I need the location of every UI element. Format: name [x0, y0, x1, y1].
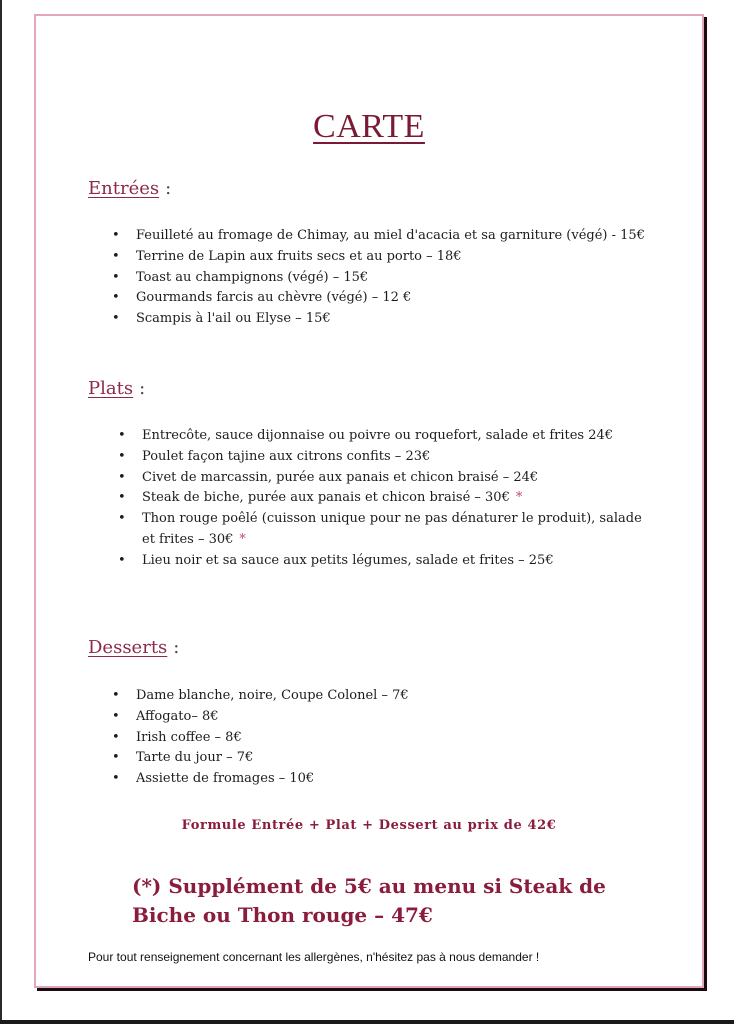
list-item: [118, 509, 658, 551]
list-item: [112, 247, 682, 268]
item-text: Feuilleté au fromage de Chimay, au miel d'acacia et sa garniture (végé) - 15€: [136, 228, 645, 243]
item-text: Steak de biche, purée aux panais et chicon braisé – 30€: [142, 490, 510, 506]
item-text: Poulet façon tajine aux citrons confits – 23€: [142, 448, 431, 464]
section-heading-desserts: [88, 637, 179, 658]
item-text: Dame blanche, noire, Coupe Colonel – 7€: [136, 688, 409, 703]
supplement-note: (*) Supplément de 5€ au menu si Steak de Biche ou Thon rouge – 47€: [132, 874, 606, 927]
heading-colon: :: [173, 637, 180, 658]
list-item: [112, 728, 612, 749]
item-text: Scampis à l'ail ou Elyse – 15€: [136, 311, 331, 327]
title-text: CARTE: [313, 108, 425, 145]
item-text: Civet de marcassin, purée aux panais et chicon braisé – 24€: [142, 469, 539, 485]
item-text: Entrecôte, sauce dijonnaise ou poivre ou roquefort, salade et frites 24€: [142, 428, 614, 443]
window-left-edge: [0, 0, 2, 1024]
list-item: [112, 226, 682, 247]
item-text: Assiette de fromages – 10€: [136, 771, 315, 787]
section-heading-entrees: [88, 178, 171, 199]
list-item: [118, 426, 658, 447]
menu-page: [34, 14, 704, 988]
item-text: Lieu noir et sa sauce aux petits légumes, salade et frites – 25€: [142, 552, 554, 568]
list-item: [112, 686, 612, 707]
asterisk-mark: *: [239, 531, 246, 547]
item-text: Terrine de Lapin aux fruits secs et au porto – 18€: [136, 248, 462, 264]
heading-label: Desserts: [88, 637, 168, 658]
item-text: Thon rouge poêlé (cuisson unique pour ne pas dénaturer le produit), salade et frites – 30€: [142, 511, 642, 547]
list-item: [118, 447, 658, 468]
page-title: [36, 108, 702, 146]
heading-colon: :: [165, 178, 172, 199]
heading-label: Plats: [88, 378, 134, 399]
list-item: [112, 748, 612, 769]
item-text: Toast au champignons (végé) – 15€: [136, 269, 369, 285]
list-item: [112, 288, 682, 309]
item-text: Tarte du jour – 7€: [136, 750, 254, 766]
item-text: Affogato– 8€: [136, 708, 219, 724]
desserts-list: [112, 686, 612, 790]
asterisk-mark: *: [515, 490, 523, 506]
list-item: [112, 707, 612, 728]
heading-colon: :: [139, 378, 146, 399]
item-text: Gourmands farcis au chèvre (végé) – 12 €: [136, 290, 412, 306]
window-bottom-edge: [0, 1020, 734, 1024]
list-item: [118, 551, 658, 572]
plats-list: [118, 426, 658, 572]
list-item: [112, 769, 612, 790]
list-item: [112, 309, 682, 330]
list-item: [118, 468, 658, 489]
formule-offer: Formule Entrée + Plat + Dessert au prix de 42€: [181, 818, 557, 833]
list-item: [118, 488, 658, 509]
heading-label: Entrées: [88, 178, 160, 199]
item-text: Irish coffee – 8€: [136, 729, 242, 745]
list-item: [112, 268, 682, 289]
entrees-list: [112, 226, 682, 330]
section-heading-plats: [88, 378, 145, 399]
allergen-note: Pour tout renseignement concernant les allergènes, n'hésitez pas à nous demander !: [88, 950, 540, 964]
